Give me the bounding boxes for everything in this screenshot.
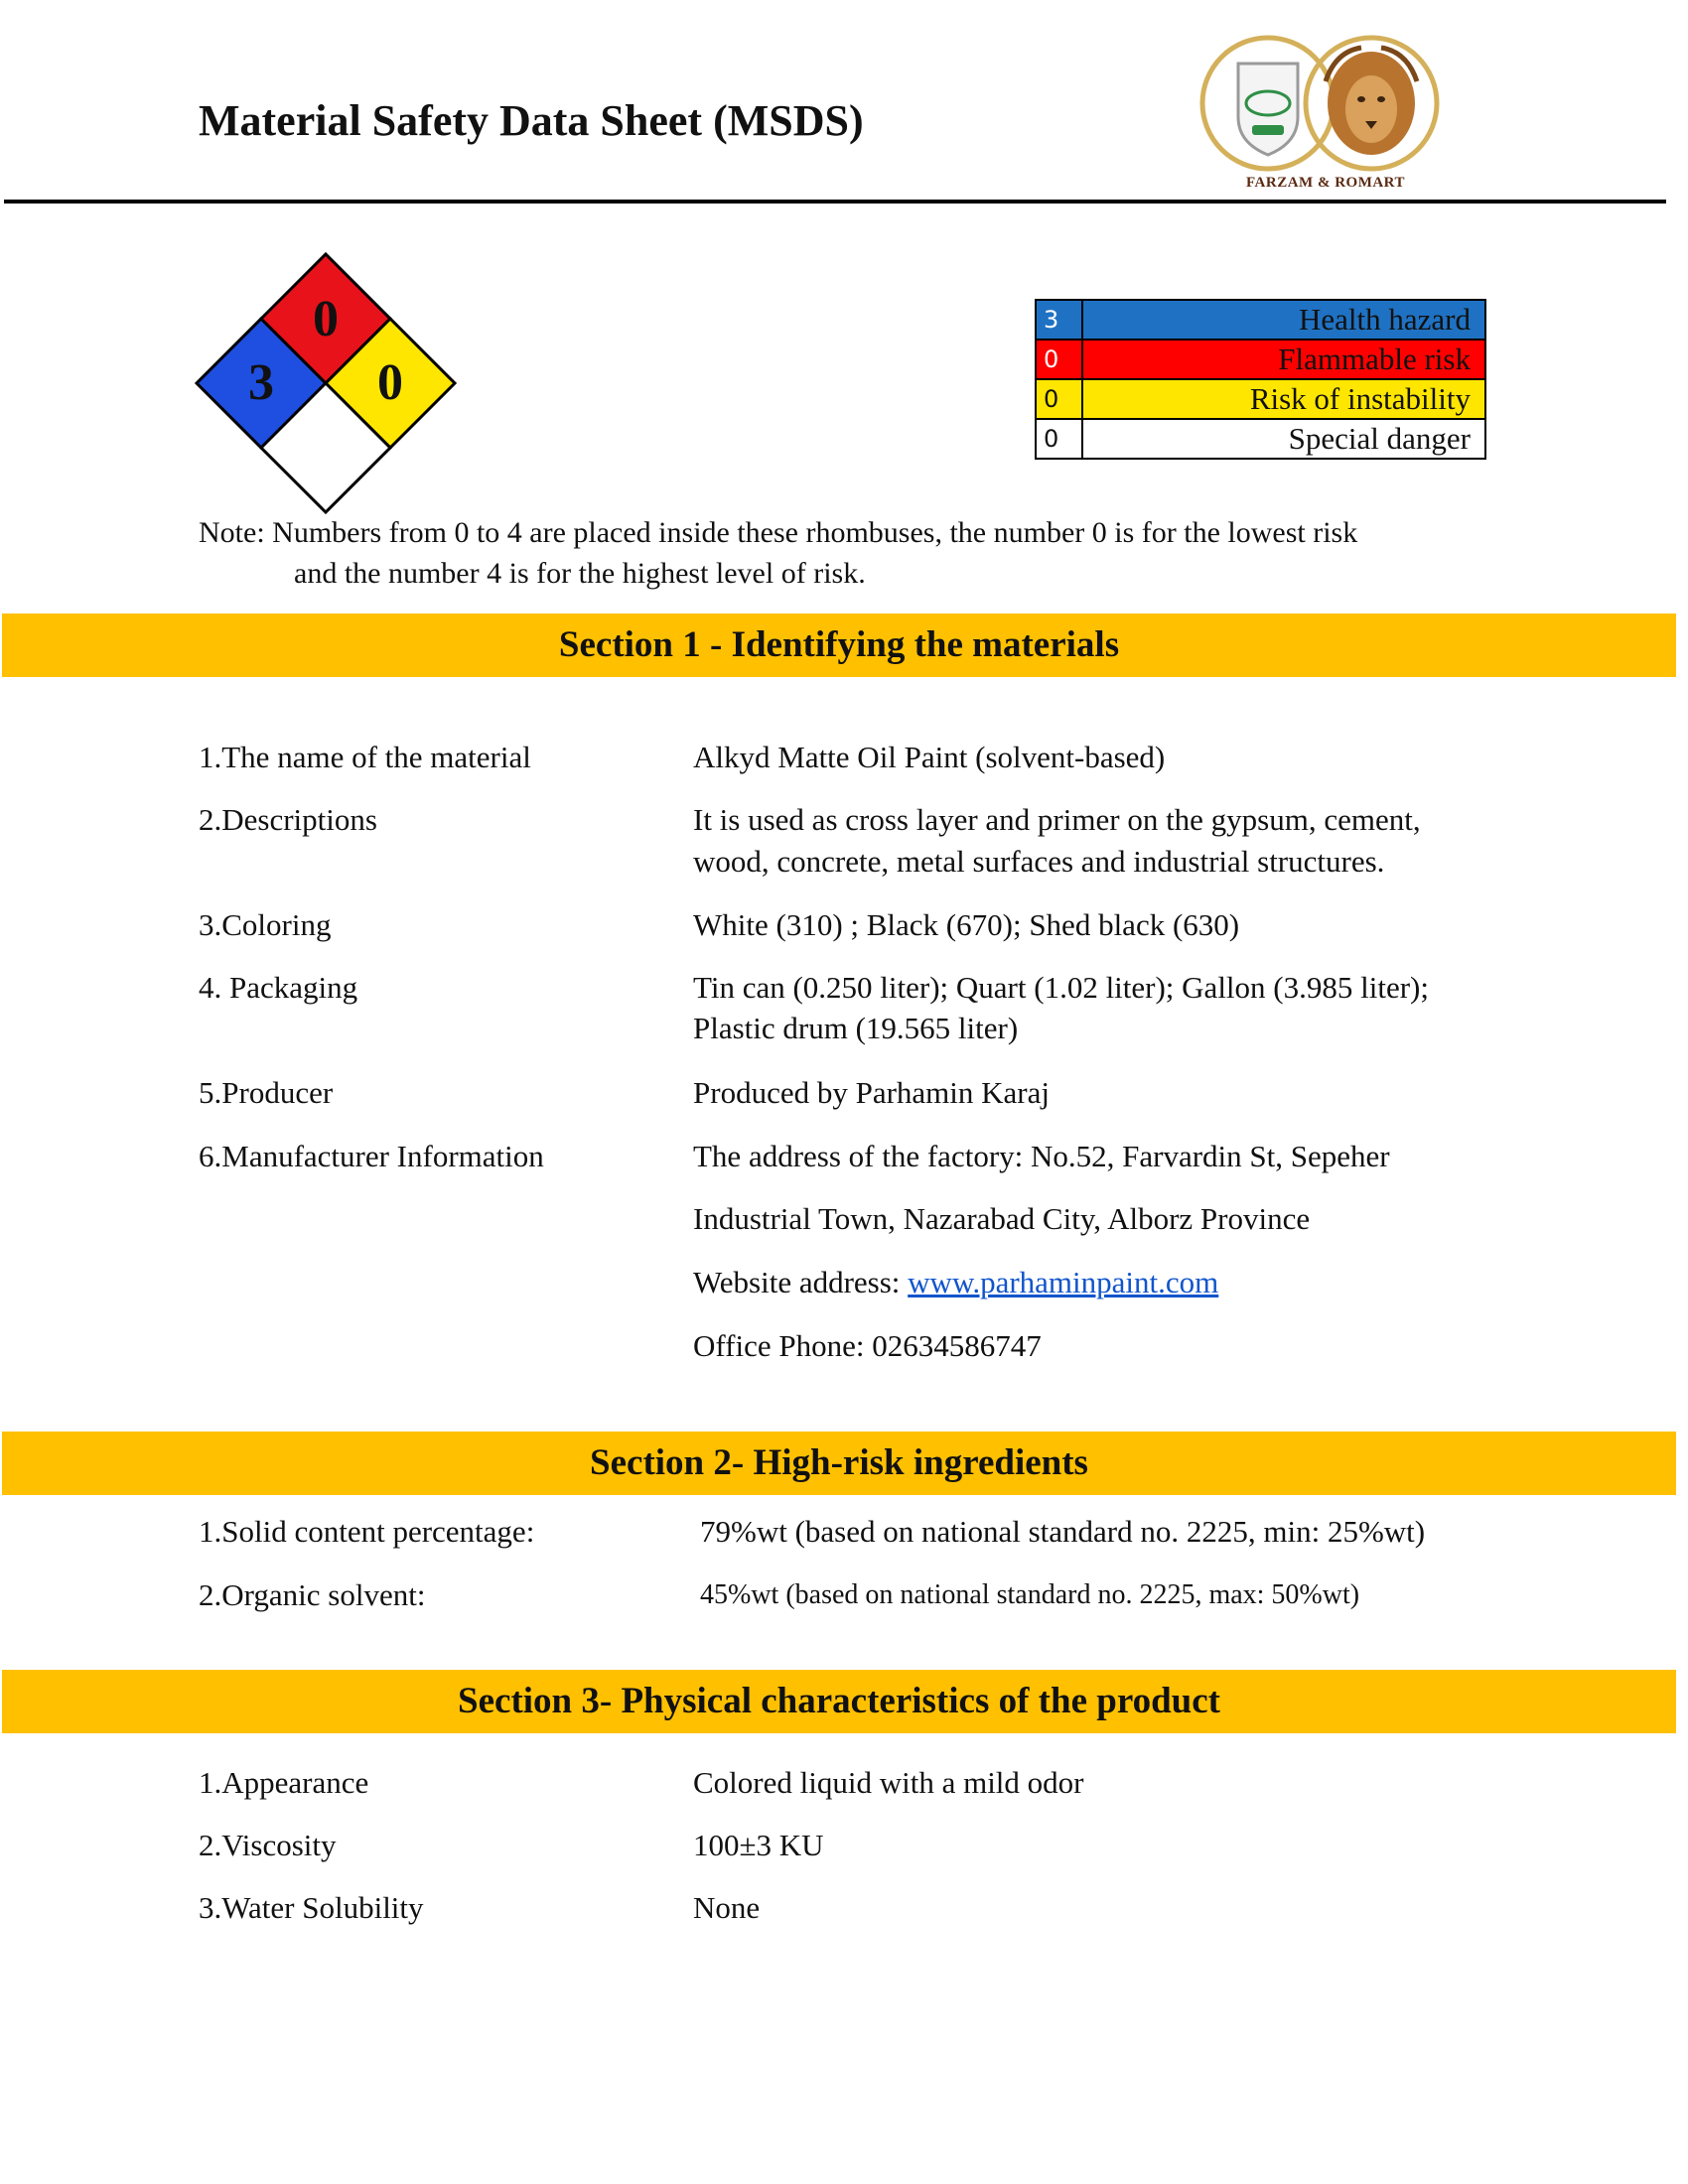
legend-flammable-number: 0 xyxy=(1036,340,1082,379)
logo-caption: FARZAM & ROMART xyxy=(1245,175,1405,191)
legend-instability-number: 0 xyxy=(1036,379,1082,419)
hazard-legend-table xyxy=(1035,299,1486,460)
section-3-title: Section 3- Physical characteristics of the product xyxy=(458,1681,1220,1721)
legend-flammable-label: Flammable risk xyxy=(1082,340,1485,379)
field-label-water-solubility: 3.Water Solubility xyxy=(199,1890,424,1925)
field-label-producer: 5.Producer xyxy=(199,1075,334,1110)
website-label: Website address: xyxy=(693,1265,909,1299)
field-label-viscosity: 2.Viscosity xyxy=(199,1828,337,1862)
field-value-solid-content: 79%wt (based on national standard no. 2225, min: 25%wt) xyxy=(700,1514,1426,1549)
field-value-descriptions-line-2: wood, concrete, metal surfaces and industrial structures. xyxy=(693,844,1385,879)
section-3-header xyxy=(2,1670,1676,1733)
field-label-packaging: 4. Packaging xyxy=(199,970,358,1005)
legend-row-flammable xyxy=(1036,340,1485,379)
field-label-descriptions: 2.Descriptions xyxy=(199,802,377,837)
diamond-instability-value: 0 xyxy=(377,354,403,411)
field-value-viscosity: 100±3 KU xyxy=(693,1828,824,1862)
field-label-material-name: 1.The name of the material xyxy=(199,740,531,774)
legend-row-instability xyxy=(1036,379,1485,419)
header-divider xyxy=(4,200,1666,204)
field-value-producer: Produced by Parhamin Karaj xyxy=(693,1075,1050,1110)
field-value-appearance: Colored liquid with a mild odor xyxy=(693,1765,1084,1800)
field-value-water-solubility: None xyxy=(693,1890,761,1925)
field-value-organic-solvent: 45%wt (based on national standard no. 2225, max: 50%wt) xyxy=(700,1579,1360,1610)
field-label-appearance: 1.Appearance xyxy=(199,1765,369,1800)
field-label-manufacturer-info: 6.Manufacturer Information xyxy=(199,1139,544,1173)
legend-row-special xyxy=(1036,419,1485,459)
risk-note-line-1: Note: Numbers from 0 to 4 are placed inside these rhombuses, the number 0 is for the lowest risk xyxy=(199,516,1358,549)
section-1-header xyxy=(2,614,1676,677)
legend-special-number: 0 xyxy=(1036,419,1082,459)
legend-health-label: Health hazard xyxy=(1082,300,1485,340)
field-value-packaging-line-2: Plastic drum (19.565 liter) xyxy=(693,1011,1019,1045)
section-2-title: Section 2- High-risk ingredients xyxy=(590,1442,1088,1483)
field-value-packaging-line-1: Tin can (0.250 liter); Quart (1.02 liter); Gallon (3.985 liter); xyxy=(693,970,1429,1005)
diamond-health-value: 3 xyxy=(248,354,274,411)
website-row xyxy=(693,1262,1218,1302)
field-label-organic-solvent: 2.Organic solvent: xyxy=(199,1577,426,1612)
website-link[interactable]: www.parhaminpaint.com xyxy=(908,1265,1219,1299)
field-label-solid-content: 1.Solid content percentage: xyxy=(199,1514,535,1549)
section-1-title: Section 1 - Identifying the materials xyxy=(558,624,1120,665)
field-value-coloring: White (310) ; Black (670); Shed black (630) xyxy=(693,907,1240,942)
risk-note-line-2: and the number 4 is for the highest level of risk. xyxy=(294,557,866,590)
legend-health-number: 3 xyxy=(1036,300,1082,340)
legend-instability-label: Risk of instability xyxy=(1082,379,1485,419)
page-title: Material Safety Data Sheet (MSDS) xyxy=(199,96,864,145)
nfpa-hazard-diamond xyxy=(195,252,457,514)
field-label-coloring: 3.Coloring xyxy=(199,907,332,942)
field-value-descriptions-line-1: It is used as cross layer and primer on the gypsum, cement, xyxy=(693,802,1421,837)
legend-row-health xyxy=(1036,300,1485,340)
field-value-factory-address-line-1: The address of the factory: No.52, Farvardin St, Sepeher xyxy=(693,1139,1390,1173)
legend-special-label: Special danger xyxy=(1082,419,1485,459)
section-2-header xyxy=(2,1432,1676,1495)
company-logo xyxy=(1187,22,1465,201)
field-value-factory-address-line-2: Industrial Town, Nazarabad City, Alborz Province xyxy=(693,1201,1311,1236)
office-phone: Office Phone: 02634586747 xyxy=(693,1328,1042,1363)
field-value-material-name: Alkyd Matte Oil Paint (solvent-based) xyxy=(693,740,1166,774)
diamond-flammability-value: 0 xyxy=(313,291,339,347)
